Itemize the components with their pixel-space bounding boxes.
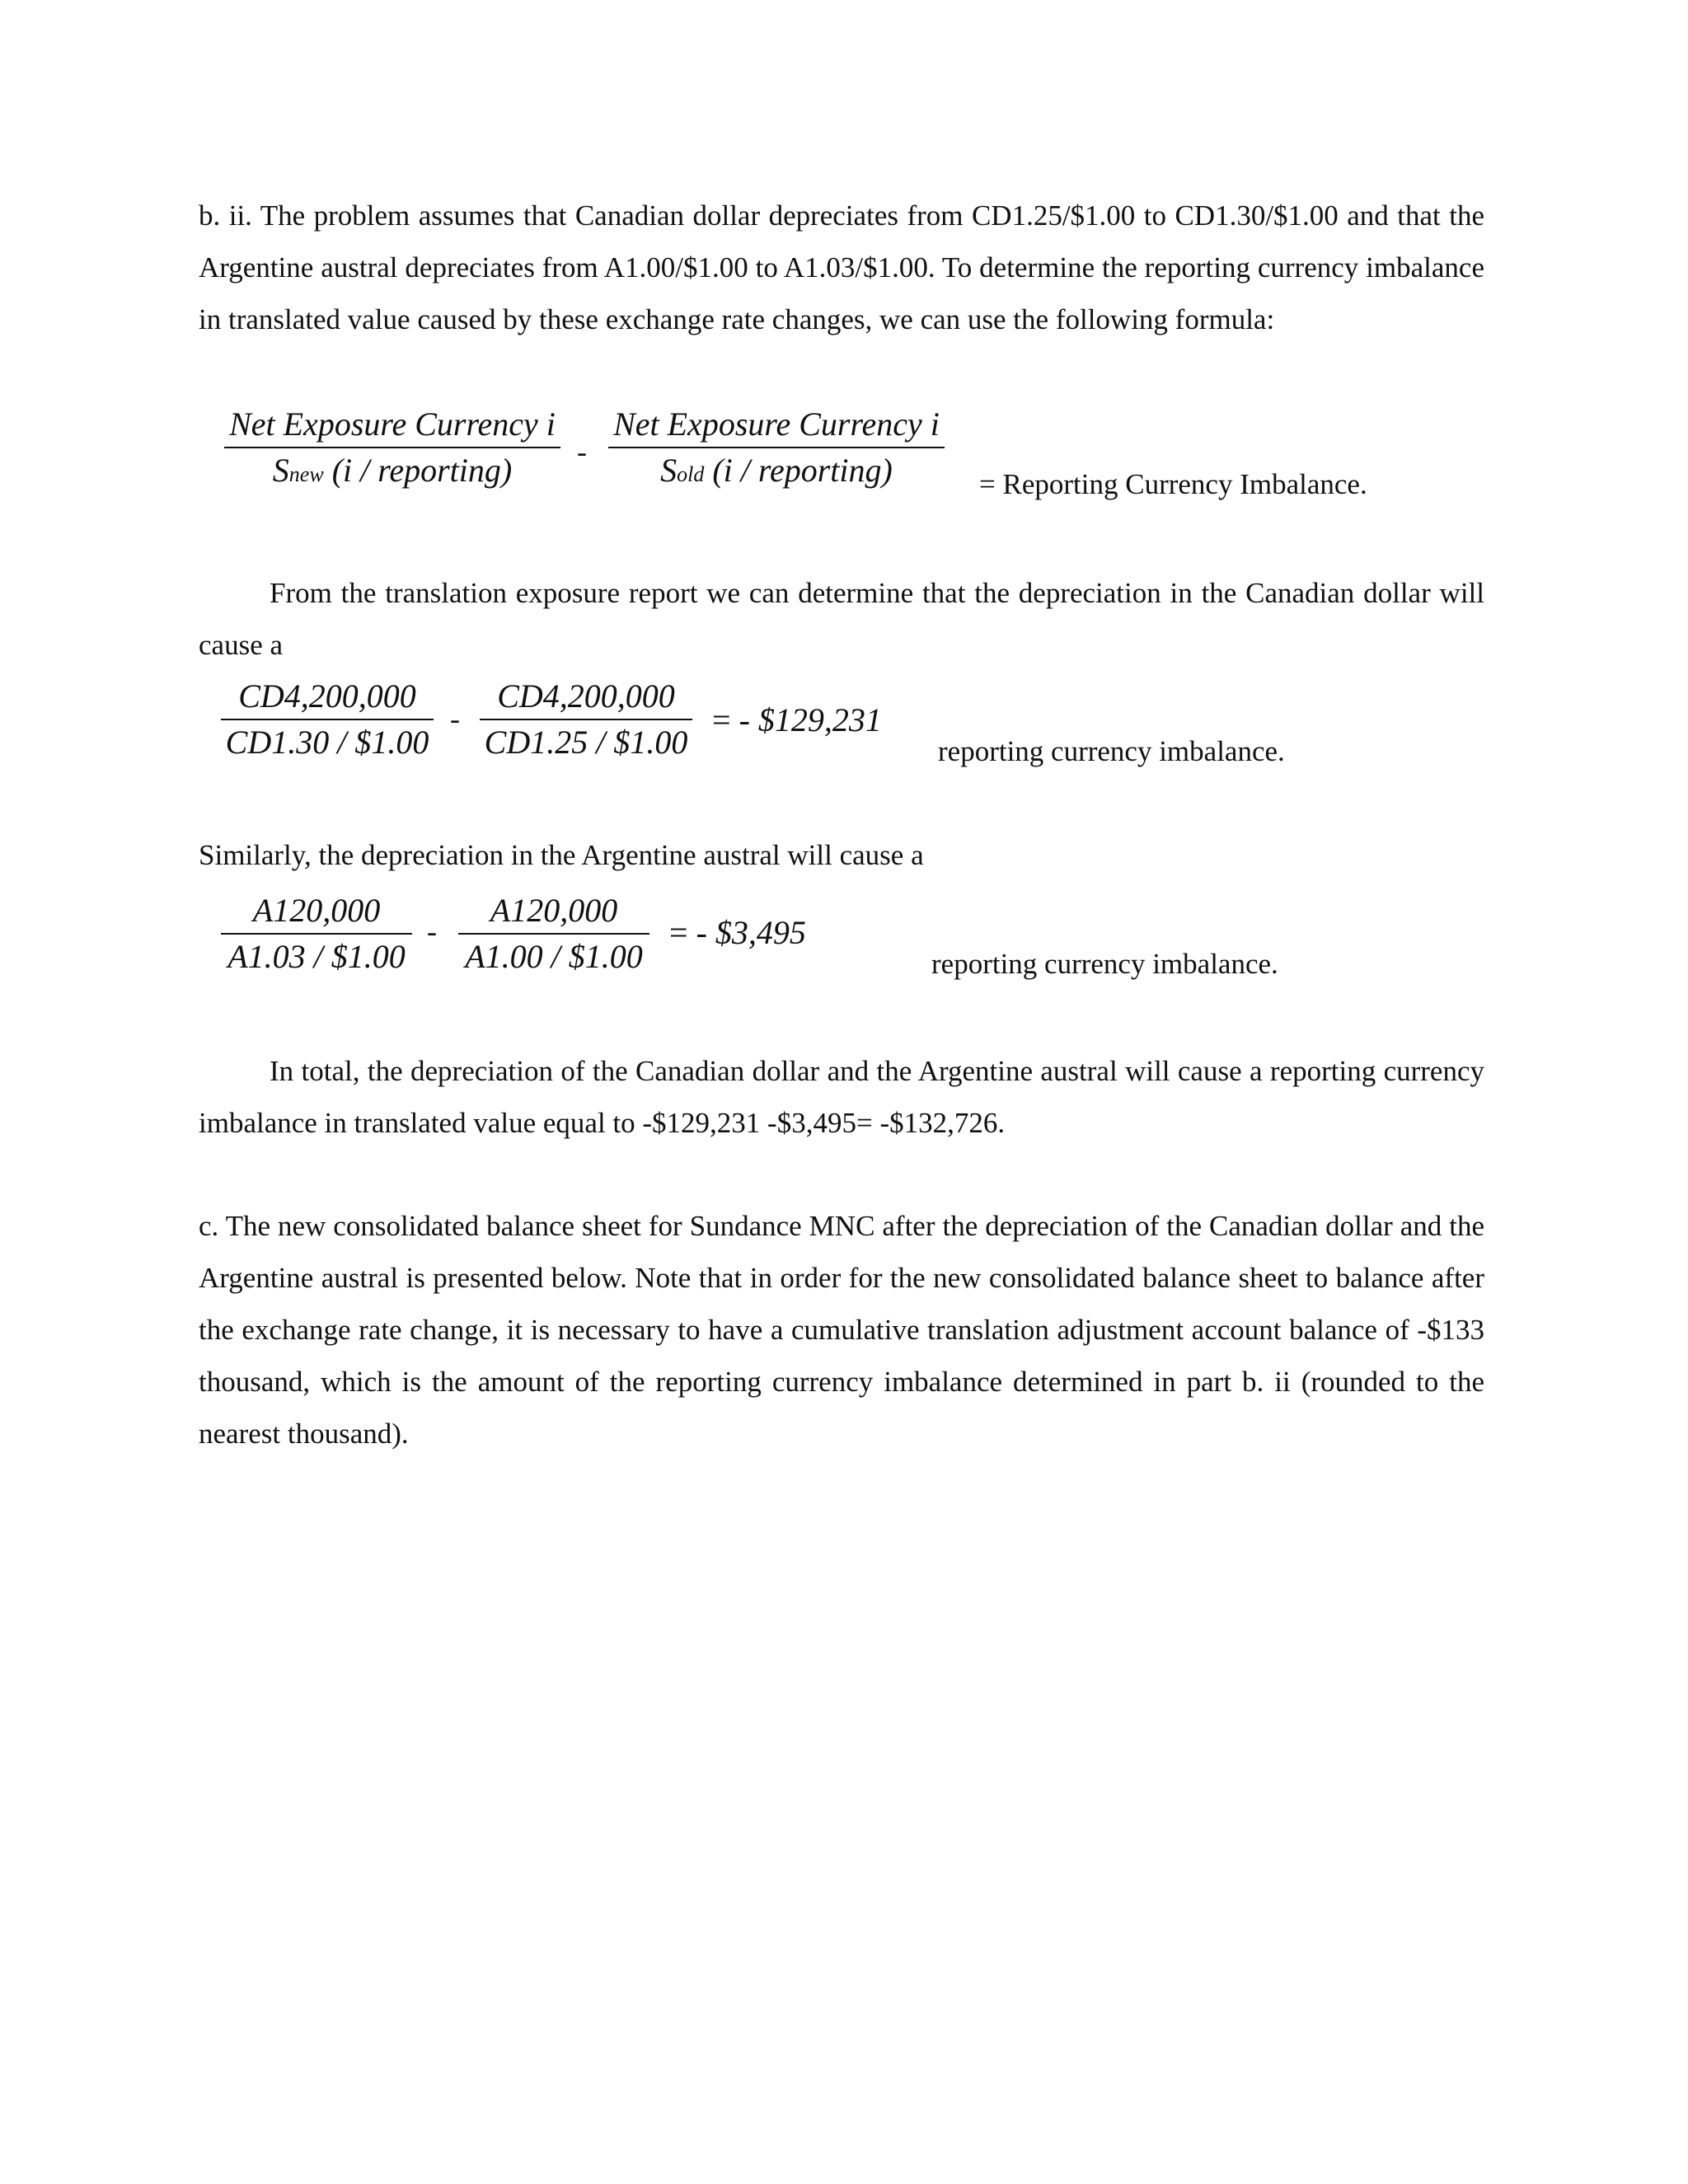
formula-argentine-left-denominator: A1.03 / $1.00 bbox=[227, 938, 406, 975]
formula-general-left-denominator bbox=[224, 448, 560, 497]
spot-rate-subscript-old: old bbox=[677, 462, 705, 486]
formula-argentine-right-numerator: A120,000 bbox=[458, 888, 649, 935]
equals-sign: = bbox=[712, 701, 731, 738]
formula-argentine-left-fraction bbox=[221, 888, 412, 979]
spot-rate-symbol: S bbox=[272, 452, 289, 489]
formula-canadian-right-denominator: CD1.25 / $1.00 bbox=[484, 724, 688, 761]
formula-canadian-left-denominator: CD1.30 / $1.00 bbox=[225, 724, 429, 761]
spot-rate-symbol: S bbox=[660, 452, 678, 489]
formula-canadian-tail: reporting currency imbalance. bbox=[938, 735, 1285, 767]
paragraph-total: In total, the depreciation of the Canadian dollar and the Argentine austral will cause a reporting currency imbalance in translated value equal to -$129,231 -$3,495= -$132,726. bbox=[199, 1055, 1484, 1139]
formula-general-minus: - bbox=[577, 435, 587, 468]
paragraph-canadian-intro: From the translation exposure report we can determine that the depreciation in the Canadian dollar will cause a bbox=[199, 577, 1484, 661]
formula-general-right-denominator bbox=[608, 448, 945, 497]
spot-rate-pair: (i / reporting) bbox=[323, 452, 513, 489]
formula-argentine-left-numerator: A120,000 bbox=[221, 888, 412, 935]
spot-rate-subscript-new: new bbox=[288, 462, 324, 486]
equals-sign: = bbox=[669, 914, 688, 951]
formula-argentine-right-denominator: A1.00 / $1.00 bbox=[465, 938, 643, 975]
paragraph-part-c: c. The new consolidated balance sheet for Sundance MNC after the depreciation of the Canadian dollar and the Argentine austral is presented below. Note that in order for the new consolidated balance sheet to balance after the exchange rate change, it is necessary to have a cumulative translation adjustment account balance of -$133 thousand, which is the amount of the reporting currency imbalance determined in part b. ii (rounded to the nearest thousand). bbox=[199, 1210, 1484, 1450]
formula-argentine-result bbox=[669, 915, 806, 951]
formula-argentine-right-fraction bbox=[458, 888, 649, 979]
formula-argentine-tail: reporting currency imbalance. bbox=[931, 948, 1278, 980]
formula-general-right-numerator: Net Exposure Currency i bbox=[608, 402, 945, 448]
formula-canadian-minus: - bbox=[450, 702, 460, 735]
spot-rate-pair: (i / reporting) bbox=[704, 452, 893, 489]
formula-canadian-right-fraction bbox=[480, 674, 692, 765]
formula-canadian-left-numerator: CD4,200,000 bbox=[221, 674, 434, 720]
formula-canadian-left-fraction bbox=[221, 674, 434, 765]
formula-general-left-numerator: Net Exposure Currency i bbox=[224, 402, 560, 448]
formula-general-result: = Reporting Currency Imbalance. bbox=[979, 468, 1367, 500]
formula-argentine-result-value: - $3,495 bbox=[687, 914, 806, 951]
paragraph-b-ii: b. ii. The problem assumes that Canadian dollar depreciates from CD1.25/$1.00 to CD1.30/$1.00 and that the Argentine austral depreciates from A1.00/$1.00 to A1.03/$1.00. To determine the reporting currency imbalance in translated value caused by these exchange rate changes, we can use the following formula: bbox=[199, 199, 1484, 335]
paragraph-argentine-intro: Similarly, the depreciation in the Argentine austral will cause a bbox=[199, 839, 924, 871]
formula-canadian-right-numerator: CD4,200,000 bbox=[480, 674, 692, 720]
formula-canadian-result-value: - $129,231 bbox=[730, 701, 882, 738]
formula-argentine-minus: - bbox=[427, 915, 437, 948]
formula-general-right-fraction bbox=[608, 402, 945, 497]
formula-general-left-fraction bbox=[224, 402, 560, 497]
formula-canadian-result bbox=[712, 702, 882, 738]
